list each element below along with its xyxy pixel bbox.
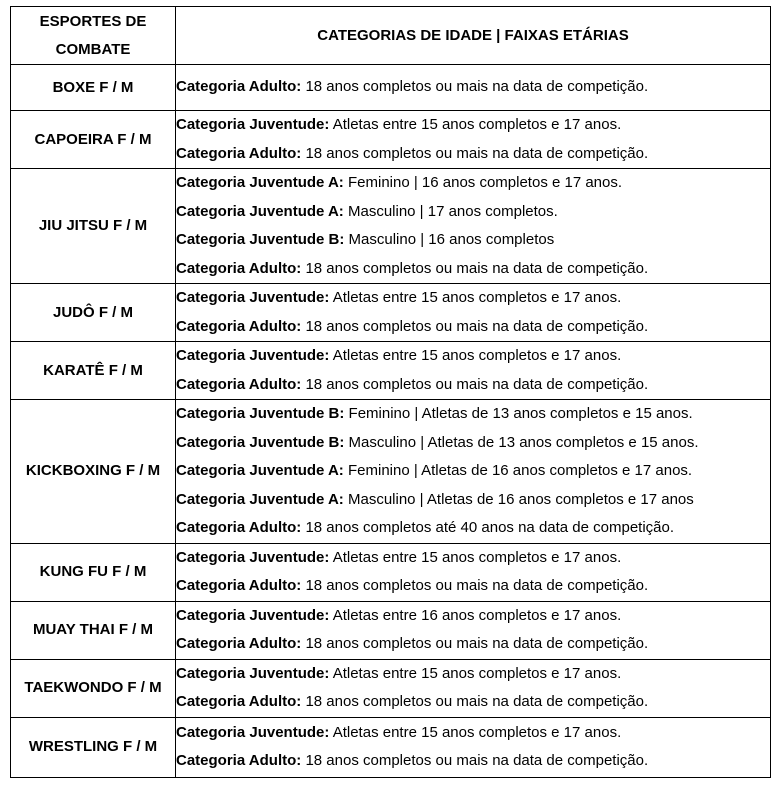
category-label: Categoria Juventude B: xyxy=(176,433,345,451)
sport-name: MUAY THAI F / M xyxy=(11,601,176,659)
category-description: 18 anos completos ou mais na data de competição. xyxy=(301,317,649,335)
category-label: Categoria Juventude A: xyxy=(176,174,344,191)
category-description: 18 anos completos ou mais na data de competição. xyxy=(301,577,649,594)
category-cell xyxy=(176,169,771,284)
table-row xyxy=(11,400,771,544)
category-label: Categoria Adulto: xyxy=(176,144,302,162)
sport-name: KARATÊ F / M xyxy=(11,342,176,400)
category-description: 18 anos completos ou mais na data de competição. xyxy=(301,259,649,277)
category-line xyxy=(176,514,770,543)
table-row xyxy=(11,111,771,169)
category-description: Masculino | 16 anos completos xyxy=(344,231,555,248)
table-row xyxy=(11,601,771,659)
category-cell xyxy=(176,342,771,400)
category-description: 18 anos completos ou mais na data de competição. xyxy=(301,144,649,162)
table-row xyxy=(11,284,771,342)
category-description: Atletas entre 15 anos completos e 17 anos. xyxy=(329,347,622,364)
category-cell xyxy=(176,284,771,342)
sport-name: BOXE F / M xyxy=(11,65,176,111)
category-label: Categoria Adulto: xyxy=(176,577,302,594)
table-row xyxy=(11,717,771,777)
category-label: Categoria Adulto: xyxy=(176,635,302,652)
category-description: Atletas entre 15 anos completos e 17 anos. xyxy=(329,723,622,741)
category-line xyxy=(176,457,770,486)
table-row xyxy=(11,65,771,111)
category-description: Atletas entre 15 anos completos e 17 anos. xyxy=(329,548,622,566)
table-body xyxy=(11,65,771,778)
category-description: Masculino | Atletas de 13 anos completos e 15 anos. xyxy=(344,433,699,451)
sport-name: JUDÔ F / M xyxy=(11,284,176,342)
category-label: Categoria Juventude: xyxy=(176,289,330,306)
category-label: Categoria Juventude: xyxy=(176,116,330,133)
category-label: Categoria Adulto: xyxy=(176,78,302,96)
category-description: Feminino | Atletas de 16 anos completos e 17 anos. xyxy=(343,462,693,479)
category-label: Categoria Juventude B: xyxy=(176,405,345,422)
header-categories: CATEGORIAS DE IDADE | FAIXAS ETÁRIAS xyxy=(176,7,771,65)
category-label: Categoria Juventude A: xyxy=(176,202,344,220)
category-label: Categoria Adulto: xyxy=(176,752,302,769)
header-sport: ESPORTES DE COMBATE xyxy=(11,7,176,65)
category-line xyxy=(176,226,770,255)
category-label: Categoria Juventude A: xyxy=(176,490,344,508)
table-row xyxy=(11,659,771,717)
category-cell xyxy=(176,65,771,111)
category-description: 18 anos completos ou mais na data de competição. xyxy=(301,375,649,393)
category-line xyxy=(176,572,770,601)
category-line xyxy=(176,198,770,227)
category-description: Atletas entre 15 anos completos e 17 anos. xyxy=(329,289,622,306)
category-description: Atletas entre 16 anos completos e 17 anos. xyxy=(329,606,622,624)
category-line xyxy=(176,544,770,573)
category-line xyxy=(176,73,770,102)
category-label: Categoria Juventude: xyxy=(176,548,330,566)
category-label: Categoria Juventude: xyxy=(176,723,330,741)
category-cell xyxy=(176,400,771,544)
category-description: 18 anos completos ou mais na data de competição. xyxy=(301,752,649,769)
category-description: 18 anos completos ou mais na data de competição. xyxy=(301,635,649,652)
category-label: Categoria Juventude: xyxy=(176,347,330,364)
category-description: Masculino | Atletas de 16 anos completos e 17 anos xyxy=(343,490,694,508)
category-line xyxy=(176,140,770,169)
category-line xyxy=(176,284,770,313)
category-cell xyxy=(176,111,771,169)
category-line xyxy=(176,255,770,284)
age-categories-table xyxy=(10,6,771,778)
category-cell xyxy=(176,717,771,777)
category-description: Atletas entre 15 anos completos e 17 anos. xyxy=(329,116,622,133)
category-description: Feminino | 16 anos completos e 17 anos. xyxy=(343,174,623,191)
category-description: Feminino | Atletas de 13 anos completos e 15 anos. xyxy=(344,405,693,422)
category-label: Categoria Adulto: xyxy=(176,317,302,335)
header-row xyxy=(11,7,771,65)
table-row xyxy=(11,543,771,601)
category-line xyxy=(176,111,770,140)
category-label: Categoria Adulto: xyxy=(176,693,302,710)
sport-name: KICKBOXING F / M xyxy=(11,400,176,544)
category-line xyxy=(176,169,770,198)
sport-name: TAEKWONDO F / M xyxy=(11,659,176,717)
category-cell xyxy=(176,601,771,659)
category-label: Categoria Juventude: xyxy=(176,606,330,624)
category-label: Categoria Juventude A: xyxy=(176,462,344,479)
category-cell xyxy=(176,659,771,717)
category-description: 18 anos completos até 40 anos na data de competição. xyxy=(301,519,675,536)
category-line xyxy=(176,602,770,631)
category-line xyxy=(176,719,770,748)
table-row xyxy=(11,169,771,284)
category-line xyxy=(176,313,770,342)
sport-name: KUNG FU F / M xyxy=(11,543,176,601)
category-label: Categoria Adulto: xyxy=(176,259,302,277)
category-line xyxy=(176,630,770,659)
category-cell xyxy=(176,543,771,601)
category-line xyxy=(176,688,770,717)
category-line xyxy=(176,486,770,515)
category-line xyxy=(176,400,770,429)
category-label: Categoria Juventude: xyxy=(176,664,330,682)
category-description: Atletas entre 15 anos completos e 17 anos. xyxy=(329,664,622,682)
sport-name: CAPOEIRA F / M xyxy=(11,111,176,169)
category-line xyxy=(176,371,770,400)
table-row xyxy=(11,342,771,400)
category-line xyxy=(176,342,770,371)
category-line xyxy=(176,660,770,689)
category-label: Categoria Juventude B: xyxy=(176,231,345,248)
category-label: Categoria Adulto: xyxy=(176,375,302,393)
category-description: 18 anos completos ou mais na data de competição. xyxy=(301,693,649,710)
category-description: 18 anos completos ou mais na data de competição. xyxy=(301,78,649,96)
sport-name: WRESTLING F / M xyxy=(11,717,176,777)
sport-name: JIU JITSU F / M xyxy=(11,169,176,284)
category-line xyxy=(176,747,770,776)
category-label: Categoria Adulto: xyxy=(176,519,302,536)
category-line xyxy=(176,429,770,458)
category-description: Masculino | 17 anos completos. xyxy=(343,202,558,220)
